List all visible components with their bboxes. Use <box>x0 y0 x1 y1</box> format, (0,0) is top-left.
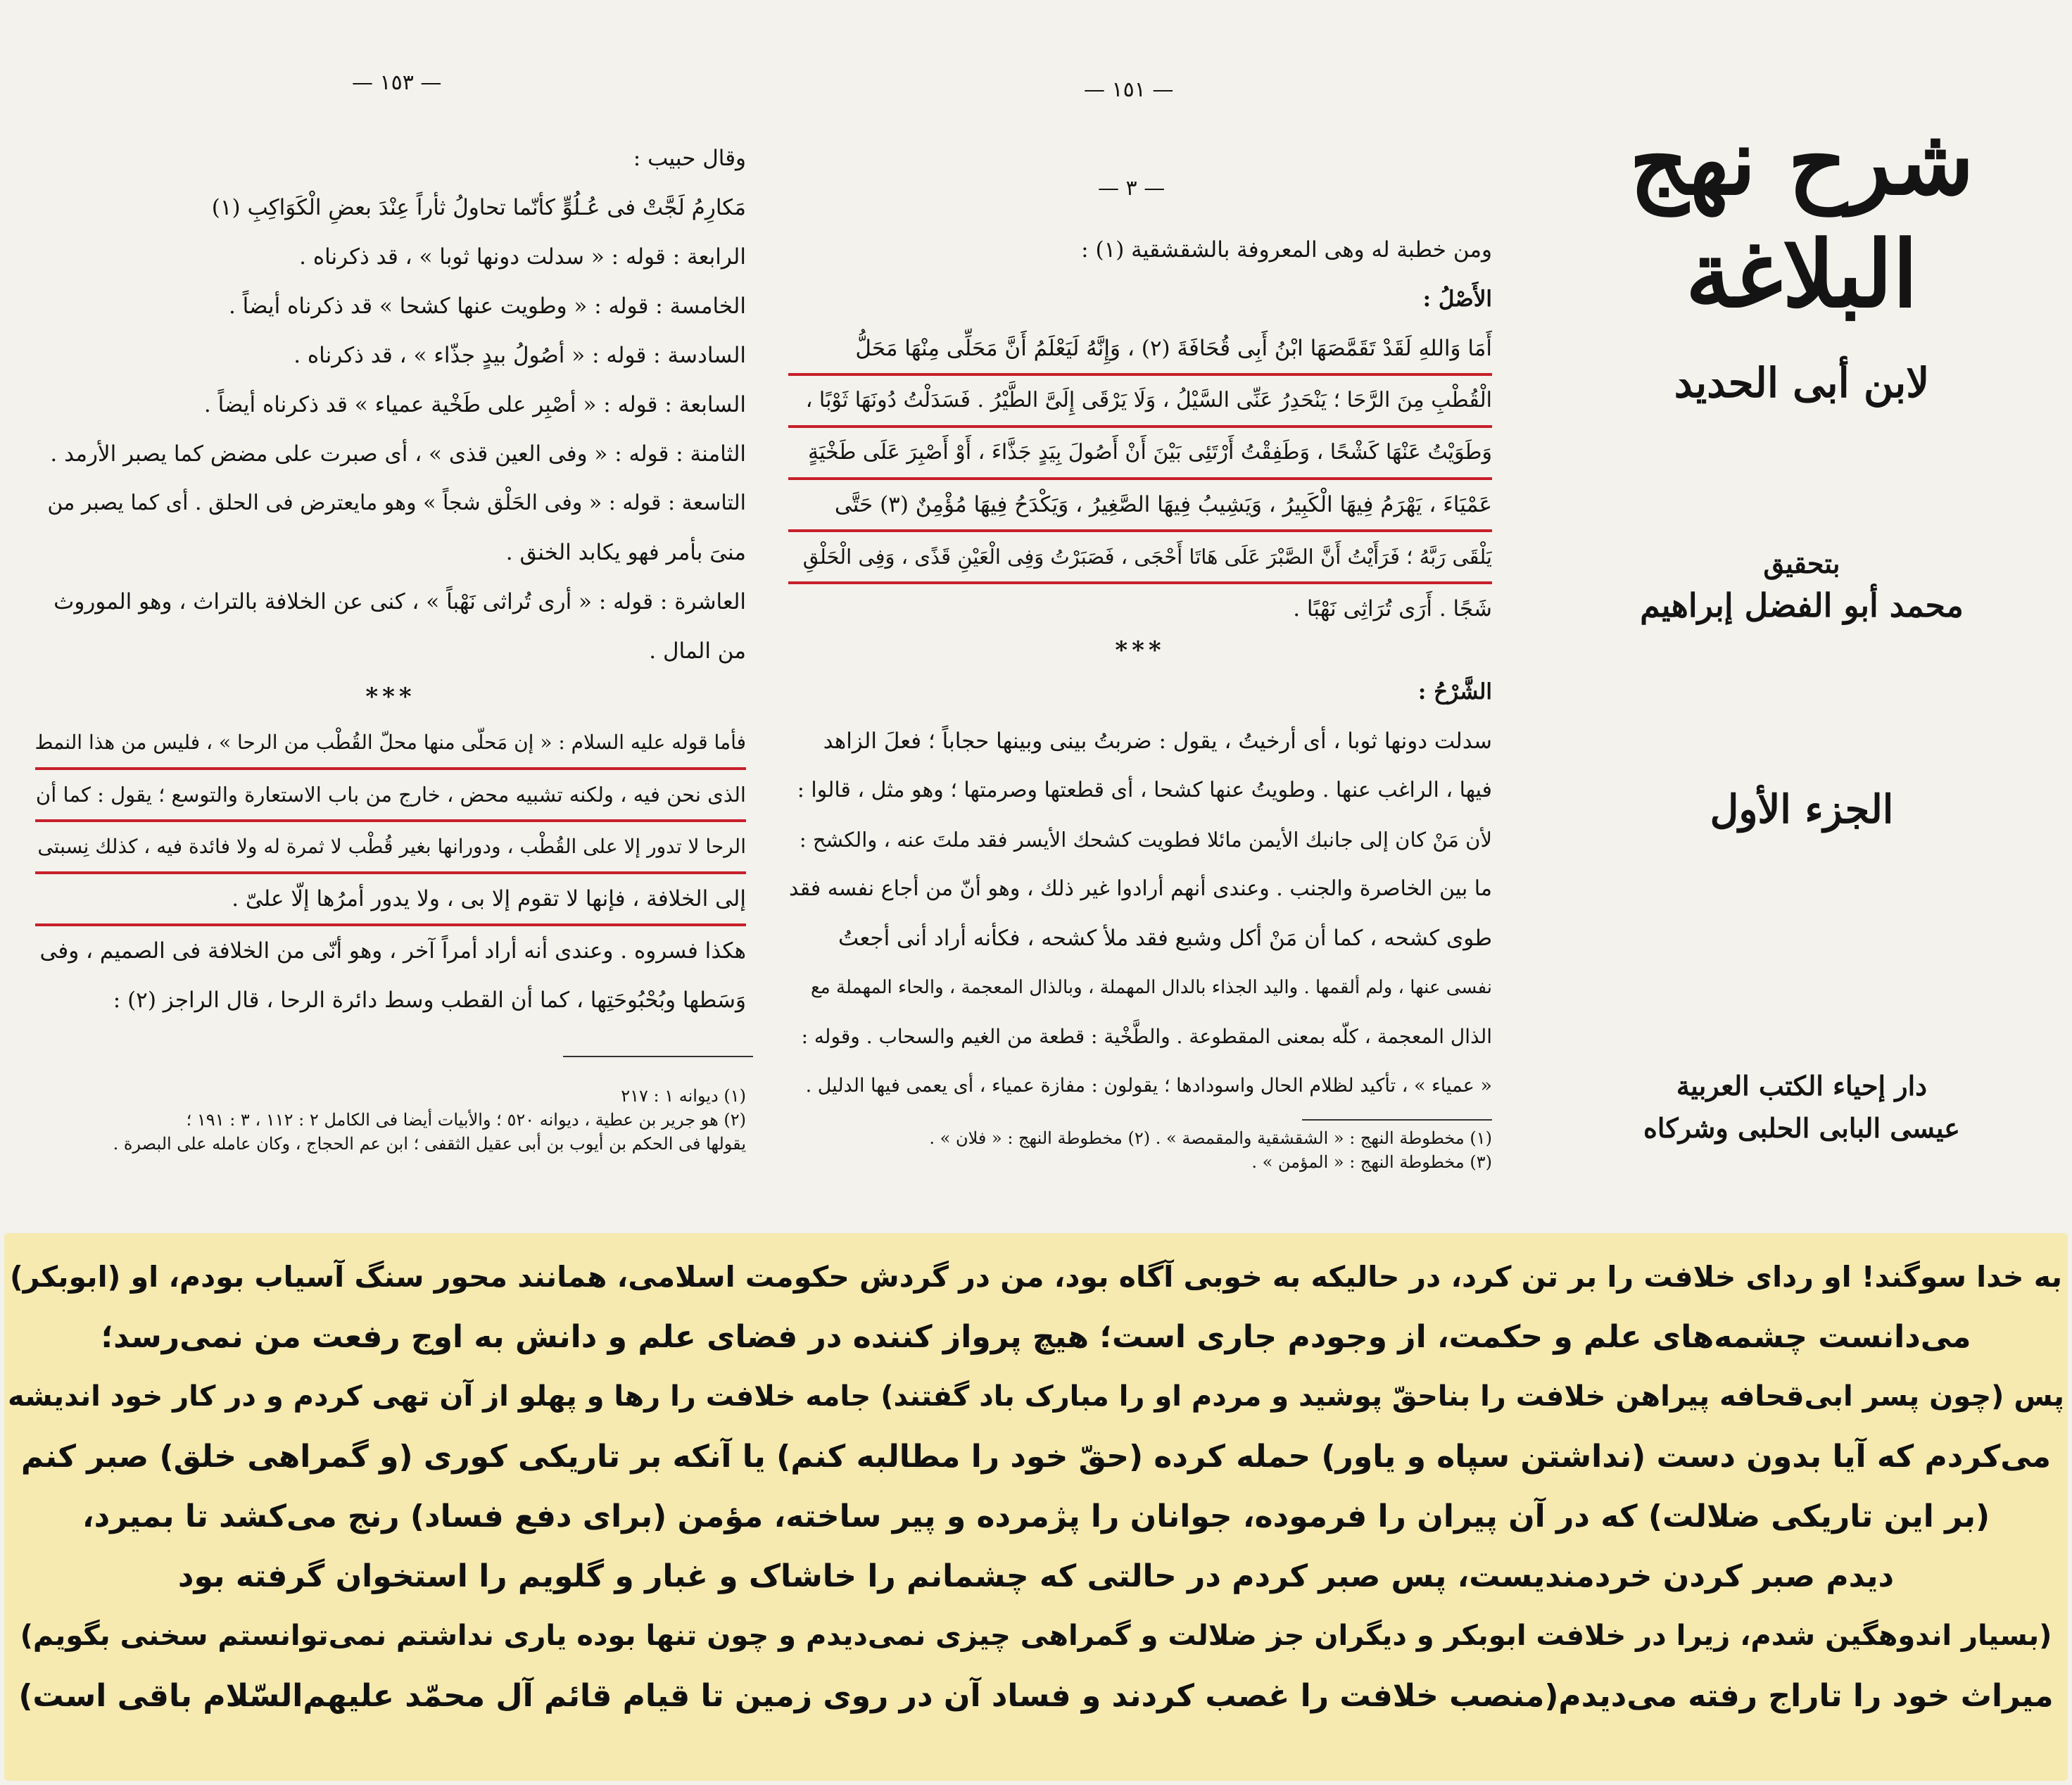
left-page-number: — ١٥٣ — <box>352 70 442 95</box>
publisher <box>1548 1065 2055 1149</box>
sharh-label: الشَّرْحُ : <box>1417 679 1492 705</box>
publisher-line: عيسى البابى الحلبى وشركاه <box>1643 1112 1960 1144</box>
left-line: هكذا فسروه . وعندى أنه أراد أمراً آخر ، وهو أنّى من الخلافة فى الصميم ، وفى <box>39 938 746 964</box>
sharh-line: ما بين الخاصرة والجنب . وعندى أنهم أرادوا غير ذلك ، وهو أنّ من أجاع نفسه فقد <box>788 876 1492 901</box>
book-author: لابن أبى الحديد <box>1674 359 1930 407</box>
footnote-divider <box>563 1056 753 1057</box>
sharh-line: لأن مَنْ كان إلى جانبك الأيمن مائلا فطويت كشحك الأيسر فقد ملتَ عنه ، والكشح : <box>799 828 1492 852</box>
asl-label: الأَصْلُ : <box>1422 286 1492 312</box>
left-line-underlined: الذى نحن فيه ، ولكنه تشبيه محض ، خارج من باب الاستعارة والتوسع ؛ يقول : كما أن <box>35 770 746 822</box>
asl-line: شَجًا . أَرَى تُرَاثِى نَهْبًا . <box>1293 596 1492 622</box>
left-line: منىَ بأمر فهو يكابد الخنق . <box>505 540 746 565</box>
asl-line: الْقُطْبِ مِنَ الرَّحَا ؛ يَنْحَدِرُ عَنِّى السَّيْلُ ، وَلَا يَرْقَى إِلَىَّ الطَّيْرُ . فَسَدَلْتُ دُونَهَا ثَوْبًا ، <box>788 376 1492 428</box>
left-line-underlined: فأما قوله عليه السلام : « إن مَحلّى منها محلّ القُطْب من الرحا » ، فليس من هذا النمط <box>35 718 746 770</box>
asl-line: عَمْيَاءَ ، يَهْرَمُ فِيهَا الْكَبِيرُ ، وَيَشِيبُ فِيهَا الصَّغِيرُ ، وَيَكْدَحُ فِيهَا مُؤْمِنٌ (٣) حَتَّى <box>788 480 1492 532</box>
volume-label: الجزء الأول <box>1710 786 1894 833</box>
translation-line: دیدم صبر کردن خردمندیست، پس صبر کردم در حالتی که چشمانم را خاشاک و غبار و گلویم را استخوان گرفته بود <box>177 1558 1895 1594</box>
translation-line: میراث خود را تاراج رفته می‌دیدم(منصب خلافت را غصب کردند و فساد آن در روی زمین تا قیام قائم آل محمّد علیهم‌السّلام باقی است) <box>18 1678 2054 1714</box>
sermon-heading: ومن خطبة له وهى المعروفة بالشقشقية (١) : <box>1081 237 1492 263</box>
footnote: (١) ديوانه ١ : ٢١٧ <box>621 1086 746 1106</box>
translation-line: (بر این تاریکی ضلالت) که در آن پیران را فرموده، جوانان را پژمرده و پیر ساخته، مؤمن (برای دفع فساد) رنج می‌کشد تا بمیرد، <box>82 1499 1990 1534</box>
translation-line: می‌کردم که آیا بدون دست (نداشتن سپاه و یاور) حمله کرده (حقّ خود را مطالبه کنم) یا آنکه بر تاریکی کوری (و گمراهی خلق) صبر کنم <box>20 1439 2052 1475</box>
footnote: يقولها فى الحكم بن أيوب بن أبى عقيل الثقفى ؛ ابن عم الحجاج ، وكان عامله على البصرة . <box>113 1134 746 1154</box>
translation-line: می‌دانست چشمه‌های علم و حکمت، از وجودم جاری است؛ هیچ پرواز کننده در فضای علم و دانش به اوج رفعت من نمی‌رسد؛ <box>101 1319 1971 1355</box>
section-separator: *** <box>365 683 416 711</box>
editor-label: بتحقيق <box>1763 548 1840 579</box>
footnote: (٢) هو جرير بن عطية ، ديوانه ٥٢٠ ؛ والأبيات أيضا فى الكامل ٢ : ١١٢ ، ٣ : ١٩١ ؛ <box>186 1110 746 1130</box>
translation-line: پس (چون پسر ابی‌قحافه پیراهن خلافت را بناحقّ پوشید و مردم او را مبارک باد گفتند) جامه خلافت را رها و پهلو از آن تهی کردم و در کار خود اندیشه <box>8 1380 2064 1413</box>
left-line: الرابعة : قوله : « سدلت دونها ثوبا » ، قد ذكرناه . <box>299 244 746 270</box>
left-line: مَكارِمُ لَجَّتْ فى عُـلُوٍّ كأنّما تحاولُ ثأراً عِنْدَ بعضِ الْكَوَاكِبِ (١) <box>211 195 746 220</box>
left-page-text <box>35 134 746 1025</box>
translation-line: (بسیار اندوهگین شدم، زیرا در خلافت ابوبکر و دیگران جز ضلالت و گمراهی چیزی نمی‌دیدم و چون تنها بوده یاری نداشتم نمی‌توانستم سخنی بگویم) <box>20 1620 2052 1652</box>
left-line: وقال حبيب : <box>633 146 746 171</box>
asl-line: يَلْقَى رَبَّهُ ؛ فَرَأَيْتُ أَنَّ الصَّبْرَ عَلَى هَاتَا أَحْجَى ، فَصَبَرْتُ وَفِى الْعَيْنِ قَذًى ، وَفِى الْحَلْقِ <box>788 532 1492 584</box>
left-line-underlined: الرحا لا تدور إلا على القُطْب ، ودورانها بغير قُطْب لا ثمرة له ولا فائدة فيه ، كذلك نِسبتى <box>35 822 746 874</box>
middle-page-text <box>788 225 1492 1111</box>
publisher-line: دار إحياء الكتب العربية <box>1676 1070 1928 1102</box>
title-page <box>1548 106 2055 1149</box>
translation-panel <box>4 1233 2068 1781</box>
left-line: العاشرة : قوله : « أرى تُراثى نَهْباً » ، كنى عن الخلافة بالتراث ، وهو الموروث <box>53 589 746 614</box>
middle-page-number: — ١٥١ — <box>1084 77 1174 102</box>
left-line: من المال . <box>649 638 746 664</box>
asl-line: وَطَوَيْتُ عَنْهَا كَشْحًا ، وَطَفِقْتُ أَرْتَئِى بَيْنَ أَنْ أَصُولَ بِيَدٍ جَذَّاءَ ، أَوْ أَصْبِرَ عَلَى طَخْيَةٍ <box>788 428 1492 480</box>
left-line: وَسَطها وبُحْبُوحَتِها ، كما أن القطب وسط دائرة الرحا ، قال الراجز (٢) : <box>113 988 746 1013</box>
footnote: (٣) مخطوطة النهج : « المؤمن » . <box>1251 1152 1492 1172</box>
left-line: الخامسة : قوله : « وطويت عنها كشحا » قد ذكرناه أيضاً . <box>228 294 746 319</box>
sharh-line: سدلت دونها ثوبا ، أى أرخيتُ ، يقول : ضربتُ بينى وبينها حجاباً ؛ فعلَ الزاهد <box>823 728 1492 754</box>
sharh-line: « عمياء » ، تأكيد لظلام الحال واسودادها ؛ يقولون : مفازة عمياء ، أى يعمى فيها الدليل . <box>805 1075 1492 1097</box>
section-separator: *** <box>1115 636 1166 664</box>
left-footnotes <box>35 1084 746 1156</box>
left-line: السادسة : قوله : « أصُولُ بيدٍ جذّاء » ، قد ذكرناه . <box>293 343 746 368</box>
book-title: شرح نهج البلاغة <box>1629 108 1974 328</box>
sharh-line: طوى كشحه ، كما أن مَنْ أكل وشبع فقد ملأ كشحه ، فكأنه أراد أنى أجعتُ <box>838 926 1492 951</box>
sharh-line: نفسى عنها ، ولم ألقمها . واليد الجذاء بالدال المهملة ، وبالذال المعجمة ، والحاء المهملة مع <box>810 977 1492 998</box>
editor-name: محمد أبو الفضل إبراهيم <box>1640 586 1964 624</box>
sharh-line: الذال المعجمة ، كلّه بمعنى المقطوعة . والطَّخْية : قطعة من الغيم والسحاب . وقوله : <box>801 1025 1492 1048</box>
asl-line: أَمَا وَاللهِ لَقَدْ تَقَمَّصَهَا ابْنُ أَبِى قُحَافَةَ (٢) ، وَإِنَّهُ لَيَعْلَمُ أَنَّ مَحَلِّى مِنْهَا مَحَلُّ <box>788 324 1492 376</box>
translation-line: به خدا سوگند! او ردای خلافت را بر تن کرد، در حالیکه به خوبی آگاه بود، من در گردش حکومت اسلامی، همانند محور سنگ آسیاب بودم، او (ابوبکر) <box>9 1260 2062 1294</box>
sharh-line: فيها ، الراغب عنها . وطويتُ عنها كشحا ، أى قطعتها وصرمتها ؛ وهو مثل ، قالوا : <box>797 778 1492 802</box>
section-number: — ٣ — <box>1098 176 1166 201</box>
footnote: (١) مخطوطة النهج : « الشقشقية والمقمصة » . (٢) مخطوطة النهج : « فلان » . <box>929 1128 1492 1148</box>
left-line: الثامنة : قوله : « وفى العين قذى » ، أى صبرت على مضض كما يصبر الأرمد . <box>50 441 746 467</box>
footnote-divider <box>1302 1119 1492 1121</box>
left-line-underlined: إلى الخلافة ، فإنها لا تقوم إلا بى ، ولا يدور أمرُها إلّا علىّ . <box>35 874 746 926</box>
middle-footnotes <box>788 1126 1492 1174</box>
left-line: التاسعة : قوله : « وفى الحَلْق شجاً » وهو مايعترض فى الحلق . أى كما يصبر من <box>47 491 746 515</box>
left-line: السابعة : قوله : « أصْبِر على طَخْية عمياء » قد ذكرناه أيضاً . <box>203 392 746 417</box>
